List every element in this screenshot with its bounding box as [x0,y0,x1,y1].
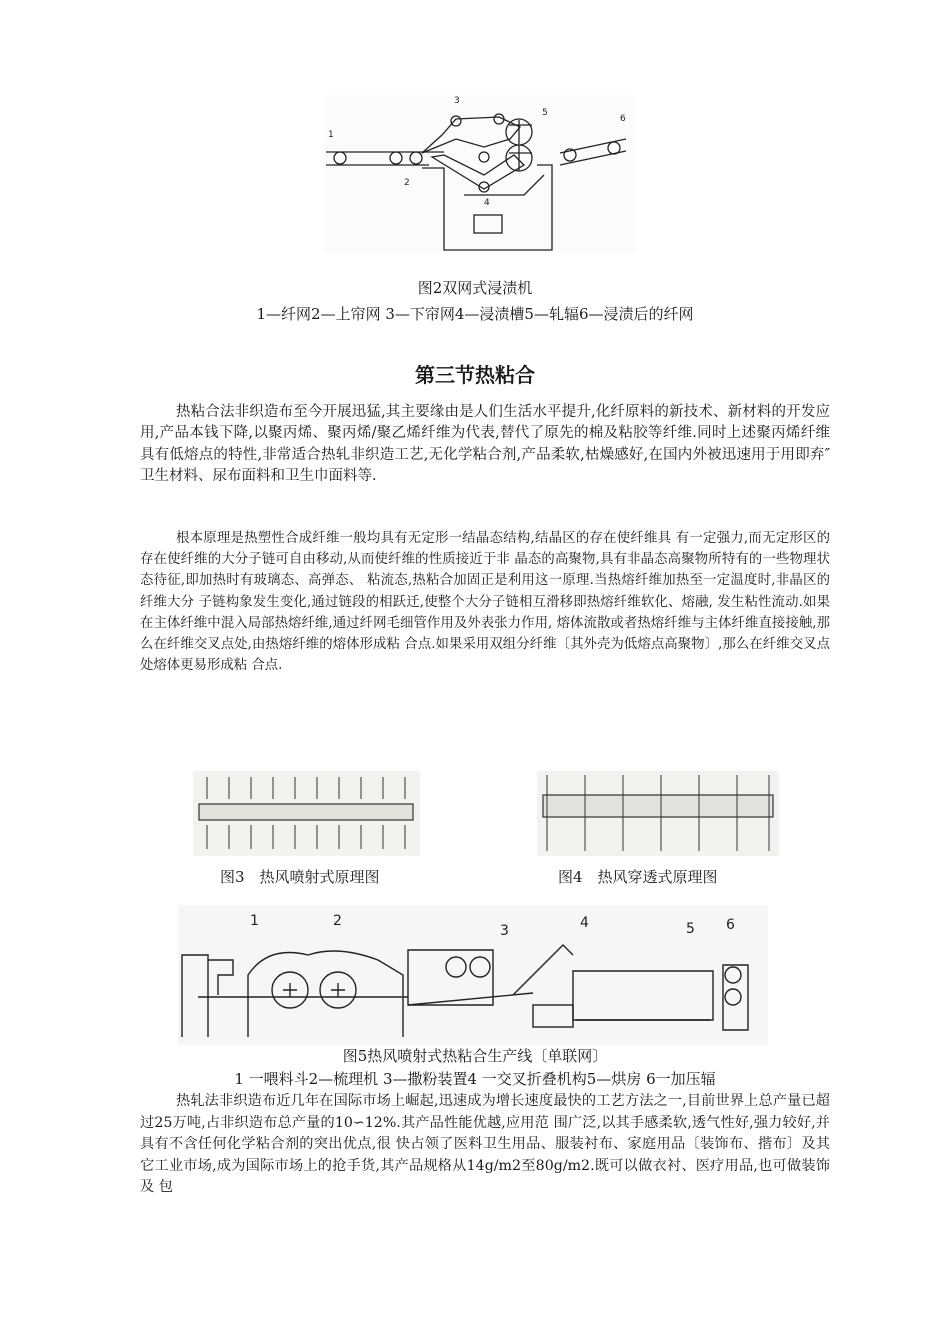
callout-3: 3 [500,923,509,939]
paragraph-1: 热粘合法非织造布至今开展迅猛,其主要缘由是人们生活水平提升,化纤原料的新技术、新材料的开发应用,产品本钱下降,以聚丙烯、聚丙烯/聚乙烯纤维为代表,替代了原先的棉及粘胶等纤维.同时上述聚丙烯纤维具有低熔点的特性,非常适合热轧非织造工艺,无化学粘合剂,产品柔软,枯燥感好,在国内外被迅速用于用即弃″ 卫生材料、尿布面料和卫生巾面料等. [140,404,830,484]
callout-2: 2 [333,913,342,929]
paragraph-2: 根本原理是热塑性合成纤维一般均具有无定形一结晶态结构,结晶区的存在使纤维具 有一定强力,而无定形区的存在使纤维的大分子链可自由移动,从而使纤维的性质接近于非 晶态的高聚物,具有非晶态高聚物所特有的一些物理状态待征,即加热时有玻璃态、高弹态、 粘流态,热粘合加固正是利用这一原理.当热熔纤维加热至一定温度时,非晶区的纤维大分 子链构象发生变化,通过链段的相跃迁,使整个大分子链相互滑移即热熔纤维软化、熔融, 发生粘性流动.如果在主体纤维中混入局部热熔纤维,通过纤网毛细管作用及外表张力作用, 熔体流散或者热熔纤维与主体纤维直接接触,那么在纤维交叉点处,由热熔纤维的熔体形成粘 合点.如果采用双组分纤维〔其外壳为低熔点高聚物〕,那么在纤维交叉点处熔体更易形成粘 合点. [140,531,830,674]
figure-4-caption: 图4 热风穿透式原理图 [558,868,718,886]
callout-3: 3 [454,96,460,106]
figure-5-legend: 1 一喂料斗2—梳理机 3—撒粉装置4 一交叉折叠机构5—烘房 6一加压辐 [234,1070,716,1088]
callout-6: 6 [620,114,626,124]
figure-2-caption: 图2双网式浸渍机 [417,279,533,297]
section-heading: 第三节热粘合 [415,363,535,387]
figure-3-diagram [193,771,420,856]
figure-5-caption: 图5热风喷射式热粘合生产线〔单联网〕 [342,1047,608,1065]
callout-5: 5 [686,921,695,937]
figure-5-diagram [178,905,768,1045]
callout-1: 1 [250,913,259,929]
figure-4-diagram [537,771,779,856]
figure-3-caption: 图3 热风喷射式原理图 [220,868,380,886]
callout-4: 4 [484,198,490,208]
figure-2-legend: 1—纤网2—上帘网 3—下帘网4—浸渍槽5—轧辐6—浸渍后的纤网 [256,305,694,323]
paragraph-3: 热轧法非织造布近几年在国际市场上崛起,迅速成为增长速度最快的工艺方法之一,目前世界上总产量已超过25万吨,占非织造布总产量的10∽12%.其产品性能优越,应用范 围广泛,以其手感柔软,透气性好,强力较好,并具有不含任何化学粘合剂的突出优点,很 快占领了医料卫生用品、服装衬布、家庭用品〔装饰布、揩布〕及其它工业市场,成为国际市场上的抢手货,其产品规格从14g/m2至80g/m2.既可以做衣衬、医疗用品,也可做装饰及 包 [140,1093,830,1195]
callout-2: 2 [404,178,410,188]
callout-4: 4 [580,915,589,931]
callout-1: 1 [328,130,334,140]
callout-6: 6 [726,917,735,933]
callout-5: 5 [542,108,548,118]
figure-2-diagram [324,95,636,253]
